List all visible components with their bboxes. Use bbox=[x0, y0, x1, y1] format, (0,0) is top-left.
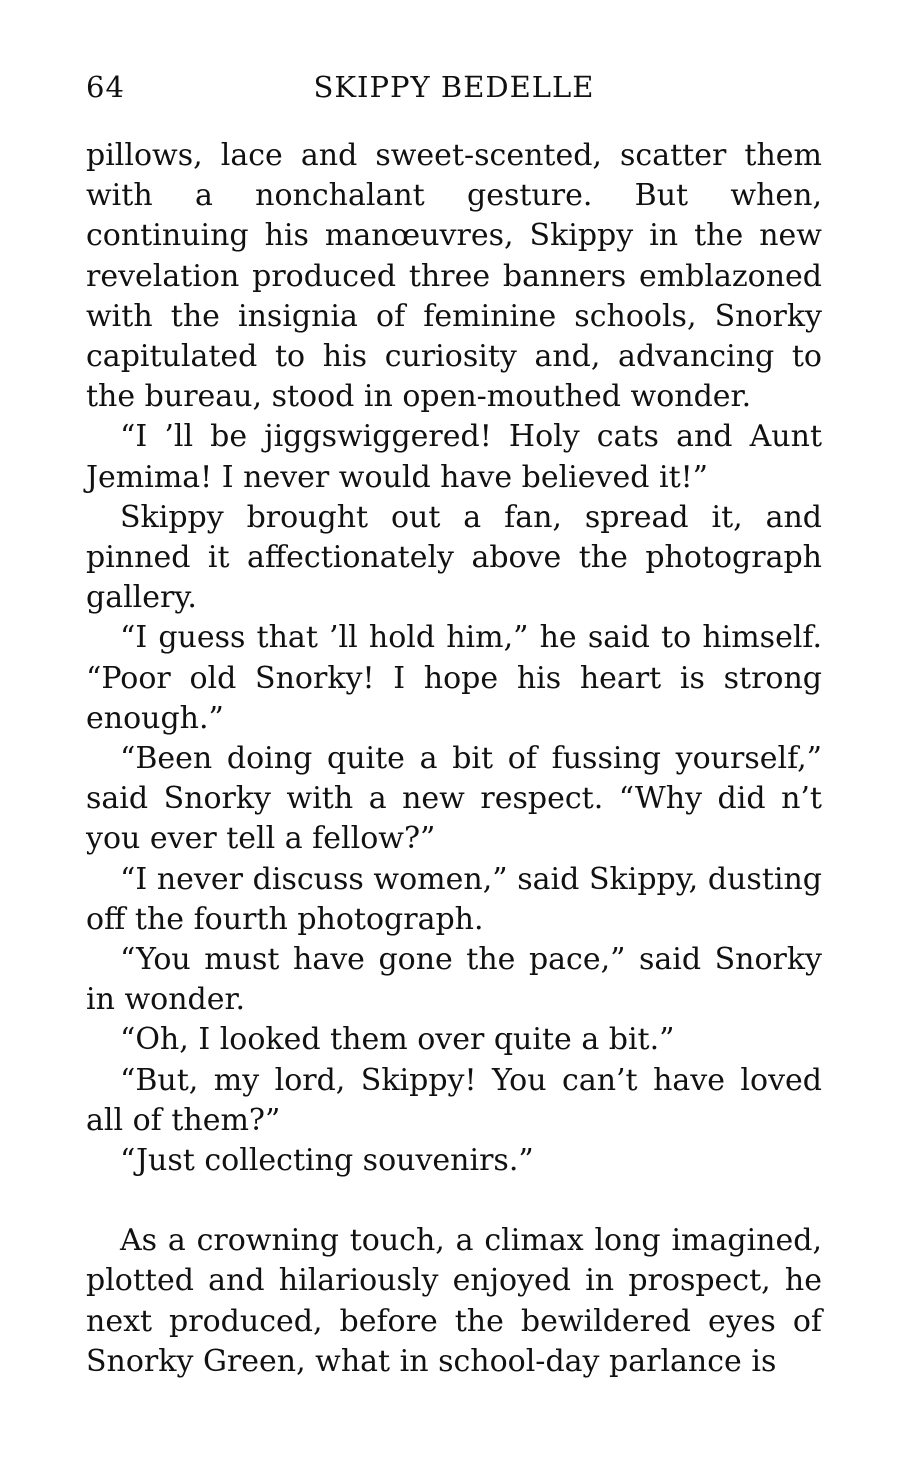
body-text bbox=[86, 136, 822, 1382]
paragraph: “Just collecting souvenirs.” bbox=[120, 1143, 534, 1179]
paragraph: “But, my lord, Skippy! You can’t have loved all of them?” bbox=[86, 1062, 822, 1138]
book-page bbox=[86, 70, 822, 1382]
running-title: SKIPPY BEDELLE bbox=[313, 70, 595, 104]
running-head bbox=[86, 70, 822, 110]
page-number: 64 bbox=[86, 70, 125, 104]
paragraph: As a crowning touch, a climax long imagined, plotted and hilariously enjoyed in prospect, he next produced, before the bewildered eyes of Snorky Green, what in school-day parlance is bbox=[86, 1223, 822, 1379]
paragraph: pillows, lace and sweet-scented, scatter them with a nonchalant gesture. But when, continuing his manœuvres, Skippy in the new revelation produced three banners emblazoned with the insignia of feminine schools, Snorky capitulated to his curiosity and, advancing to the bureau, stood in open-mouthed wonder. bbox=[86, 138, 822, 415]
paragraph: “You must have gone the pace,” said Snorky in wonder. bbox=[86, 942, 822, 1018]
paragraph: “Been doing quite a bit of fussing yourself,” said Snorky with a new respect. “Why did n’t you ever tell a fellow?” bbox=[86, 741, 822, 857]
paragraph: “I ’ll be jiggswiggered! Holy cats and Aunt Jemima! I never would have believed it!” bbox=[86, 419, 822, 495]
paragraph: “I guess that ’ll hold him,” he said to himself. “Poor old Snorky! I hope his heart is strong enough.” bbox=[86, 620, 822, 736]
paragraph: “I never discuss women,” said Skippy, dusting off the fourth photograph. bbox=[86, 861, 822, 937]
paragraph: “Oh, I looked them over quite a bit.” bbox=[120, 1022, 675, 1058]
paragraph: Skippy brought out a fan, spread it, and pinned it affectionately above the photograph gallery. bbox=[86, 499, 822, 616]
